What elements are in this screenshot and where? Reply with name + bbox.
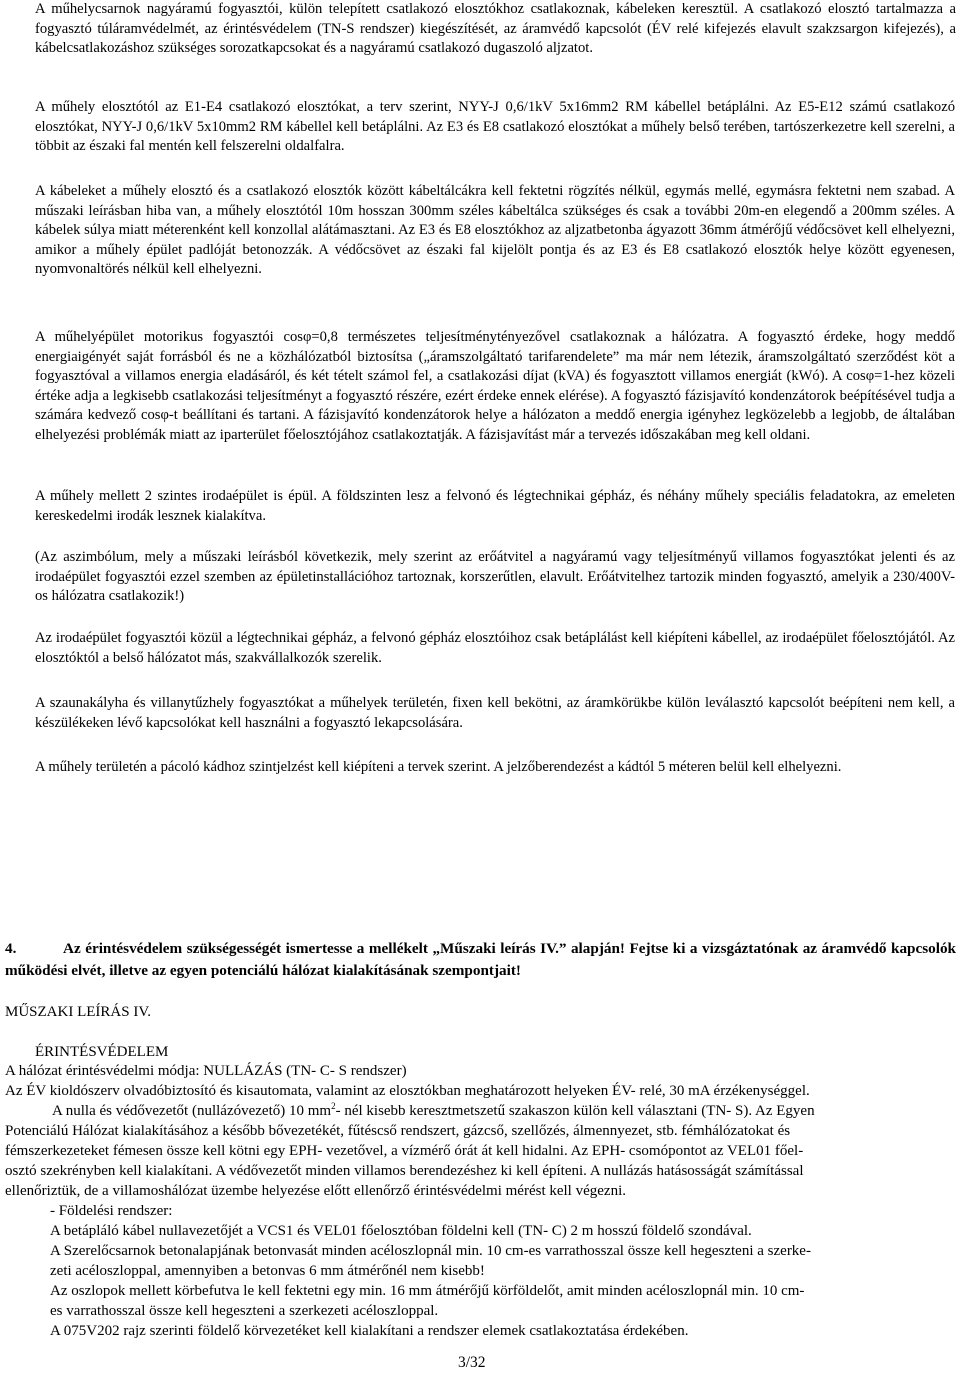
question-text: Az érintésvédelem szükségességét ismertesse a mellékelt „Műszaki leírás IV.” alapján! Fejtse ki a vizsgáztatónak az áramvédő kapcsolók működési elvét, illetve az egyen potenciálú hálózat kialakításának szempontjait! [5, 940, 956, 979]
text-line: ellenőriztük, de a villamoshálózat üzembe helyezése előtt ellenőrző érintésvédelmi mérést kell végezni. [5, 1183, 626, 1199]
section-subtitle: ÉRINTÉSVÉDELEM [35, 1044, 169, 1060]
paragraph-intro: A műhelycsarnok nagyáramú fogyasztói, külön telepített csatlakozó elosztókhoz csatlakoznak, kábeleken keresztül. A csatlakozó elosztó tartalmazza a fogyasztó túláramvédelmét, az érintésvédelem (TN-S rendszer) kiegészítését, az áramvédő kapcsolót (ÉV relé kifejezés elavult szakzsargon kifejezés), a kábelcsatlakozáshoz szükséges sorozatkapcsokat és a nagyáramú csatlakozó dugaszoló aljzatot. [35, 1, 956, 56]
text-fragment: A nulla és védővezetőt (nullázóvezető) 10 mm [52, 1103, 332, 1119]
text-line: Potenciálú Hálózat kialakításához a később bővezetékét, fűtéscső rendszert, gázcső, szellőzés, álmennyezet, stb. fémhálózatokat és [5, 1123, 791, 1139]
text-fragment: - nél kisebb keresztmetszetű szakaszon külön kell választani (TN- S). Az Egyen [335, 1103, 815, 1119]
text-line [52, 1101, 815, 1121]
paragraph-feeders: A műhely elosztótól az E1-E4 csatlakozó elosztókat, a terv szerint, NYY-J 0,6/1kV 5x16mm2 RM kábellel betáplálni. Az E5-E12 számú csatlakozó elosztókat, NYY-J 0,6/1kV 5x10mm2 RM kábellel kell betáplálni. Az E3 és E8 csatlakozó elosztókat a műhely belső terében, tartószerkezetre kell szerelni, a többit az északi fal mentén kell felszerelni oldalfalra. [35, 99, 955, 154]
text-line: Az oszlopok mellett körbefutva le kell fektetni egy min. 16 mm átmérőjű körföldelőt, amit minden acéloszlopnál min. 10 cm- [50, 1283, 805, 1299]
paragraph-power-factor: A műhelyépület motorikus fogyasztói cosφ=0,8 természetes teljesítménytényezővel csatlakoznak a hálózatra. A fogyasztó érdeke, hogy meddő energiaigényét saját forrásból és ne a közhálózatból biztosítsa („áramszolgáltató tarifarendelete” ma már nem létezik, áramszolgáltató szerződést köt a fogyasztóval a villamos energia eladásáról, és két tételt számol fel, a csatlakozási díjat (kVA) és fogyasztott villamos energiát (kWó). A cosφ=1-hez közeli értéke adja a legkisebb csatlakozási teljesítményt a fogyasztó részére, ezért érdeke ennek elérése). A fogyasztó fázisjavító kondenzátorok beépítésével tudja a számára kedvező cosφ-t beállítani és tartani. A fázisjavító kondenzátorok helye a hálózaton a meddő energia igényhez legközelebb a legjobb, de általában elhelyezési problémák miatt az iparterület főelosztójához csatlakoztatják. A fázisjavítást már a tervezés időszakában meg kell oldani. [35, 329, 955, 443]
paragraph-sauna-stove: A szaunakályha és villanytűzhely fogyasztókat a műhelyek területén, fixen kell bekötni, az áramkörükbe külön leválasztó kapcsolót beépíteni nem kell, a készülékeken lévő kapcsolókat kell használni a fogyasztó lekapcsolására. [35, 695, 955, 731]
section-title: MŰSZAKI LEÍRÁS IV. [5, 1004, 151, 1020]
text-line: A betápláló kábel nullavezetőjét a VCS1 és VEL01 főelosztóban földelni kell (TN- C) 2 m hosszú földelő szondával. [50, 1223, 752, 1239]
exam-question [5, 938, 956, 981]
question-number: 4. [5, 940, 17, 957]
text-line: - Földelési rendszer: [50, 1203, 173, 1219]
superscript: 2 [331, 1101, 336, 1111]
paragraph-office-building: A műhely mellett 2 szintes irodaépület is épül. A földszinten lesz a felvonó és légtechnikai gépház, és néhány műhely speciális feladatokra, az emeleten kereskedelmi irodák lesznek kialakítva. [35, 488, 955, 524]
paragraph-office-consumers: Az irodaépület fogyasztói közül a légtechnikai gépház, a felvonó gépház elosztóihoz csak betáplálást kell kiépíteni kábellel, az irodaépület főelosztójától. Az elosztóktól a belső hálózatot más, szakvállalkozók szerelik. [35, 630, 955, 666]
paragraph-cable-trays: A kábeleket a műhely elosztó és a csatlakozó elosztók között kábeltálcákra kell fektetni rögzítés nélkül, egymás mellé, egymásra fektetni nem szabad. A műszaki leírásban hiba van, a műhely elosztótól 10m hosszan 300mm széles kábeltálca szükséges és csak a további 20m-en elegendő a 200mm széles. A kábelek súlya miatt méterenként kell konzollal alátámasztani. Az E3 és E8 elosztókhoz az aljzatbetonba ágyazott 36mm átmérőjű védőcsövet kell elhelyezni, amikor a műhely épület padlóját betonozzák. A védőcsövet az északi fal kijelölt pontja és az E3 és E8 csatlakozó elosztók helye között egyenesen, nyomvonaltörés nélkül kell elhelyezni. [35, 183, 955, 277]
paragraph-level-sensor: A műhely területén a pácoló kádhoz szintjelzést kell kiépíteni a tervek szerint. A jelzőberendezést a kádtól 5 méteren belül kell elhelyezni. [35, 759, 842, 775]
text-line: osztó szekrényben kell kialakítani. A védővezetőt minden villamos berendezéshez ki kell építeni. A nullázás hatásosságát számítással [5, 1163, 804, 1179]
text-line: Az ÉV kioldószerv olvadóbiztosító és kisautomata, valamint az elosztókban meghatározott helyeken ÉV- relé, 30 mA érzékenységgel. [5, 1083, 810, 1099]
text-line: A 075V202 rajz szerinti földelő körvezetéket kell kialakítani a rendszer elemek csatlakoztatása érdekében. [50, 1323, 689, 1339]
text-line: es varrathosszal össze kell hegeszteni a szerkezeti acéloszloppal. [50, 1303, 439, 1319]
text-line: A Szerelőcsarnok betonalapjának betonvasát minden acéloszlopnál min. 10 cm-es varrathosszal össze kell hegeszteni a szerke- [50, 1243, 811, 1259]
text-line: A hálózat érintésvédelmi módja: NULLÁZÁS (TN- C- S rendszer) [5, 1063, 407, 1079]
paragraph-power-transmission-note: (Az aszimbólum, mely a műszaki leírásból következik, mely szerint az erőátvitel a nagyáramú vagy teljesítményű villamos fogyasztókat jelenti és az irodaépület fogyasztói ezzel szemben az épületinstallációhoz tartoznak, korszerűtlen, elavult. Erőátvitelhez tartozik minden fogyasztó, amelyik a 230/400V-os hálózatra csatlakozik!) [35, 549, 955, 604]
text-line: fémszerkezeteket fémesen össze kell kötni egy EPH- vezetővel, a vízmérő órát át kell hidalni. Az EPH- csomópontot az VEL01 főel- [5, 1143, 804, 1159]
page-number: 3/32 [458, 1354, 486, 1371]
text-line: zeti acéloszloppal, amennyiben a betonvas 6 mm átmérőnél nem kisebb! [50, 1263, 485, 1279]
